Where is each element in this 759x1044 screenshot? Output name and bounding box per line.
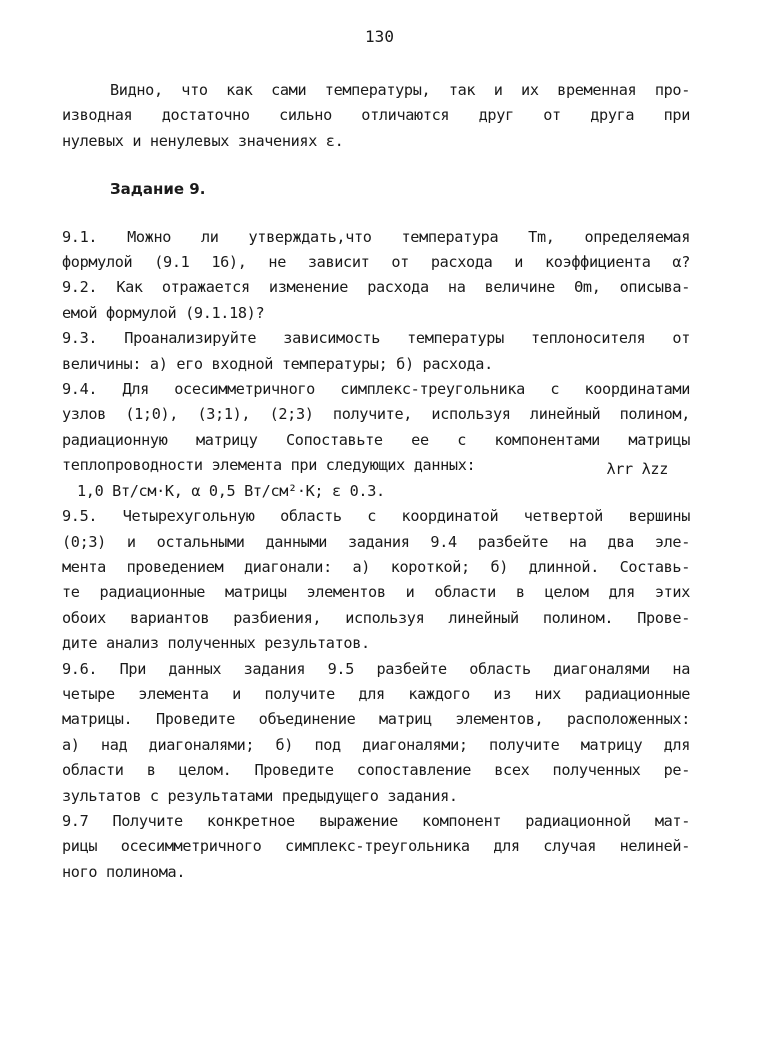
intro-line: Видно, что как сами температуры, так и их временная про- [110, 81, 690, 99]
exercise-line: узлов (1;0), (3;1), (2;3) получите, используя линейный полином, [62, 405, 690, 424]
exercise-line: 9.7 Получите конкретное выражение компонент радиационной мат- [62, 811, 690, 830]
exercise-line: 9.6. При данных задания 9.5 разбейте область диагоналями на [62, 659, 690, 678]
exercise-line: обоих вариантов разбиения, используя линейный полином. Прове- [62, 608, 690, 627]
intro-line: изводная достаточно сильно отличаются друг от друга при [62, 106, 690, 125]
exercise-line: величины: а) его входной температуры; б) расхода. [62, 354, 493, 373]
exercise-line: 9.3. Проанализируйте зависимость температуры теплоносителя от [62, 329, 690, 348]
exercise-line: 1,0 Вт/см·К, α 0,5 Вт/см²·К; ε 0.3. [77, 481, 385, 500]
page-number: 130 [365, 27, 394, 46]
page-body [62, 78, 690, 885]
exercise-line: ного полинома. [62, 862, 186, 881]
exercise-line: 9.2. Как отражается изменение расхода на величине Θm, описыва- [62, 278, 690, 297]
exercise-line: матрицы. Проведите объединение матриц элементов, расположенных: [62, 710, 690, 729]
exercise-line: (0;3) и остальными данными задания 9.4 разбейте на два эле- [62, 532, 690, 551]
exercise-line: 9.4. Для осесимметричного симплекс-треугольника с координатами [62, 380, 690, 399]
exercise-line: 9.1. Можно ли утверждать,что температура Tm, определяемая [62, 227, 690, 246]
intro-line: нулевых и ненулевых значениях ε. [62, 131, 344, 150]
exercise-list [62, 225, 690, 886]
exercise-line: а) над диагоналями; б) под диагоналями; получите матрицу для [62, 735, 690, 754]
exercise-line: 9.5. Четырехугольную область с координатой четвертой вершины [62, 507, 690, 526]
exercise-line: области в целом. Проведите сопоставление всех полученных ре- [62, 761, 690, 780]
exercise-line [62, 453, 690, 478]
exercise-line: емой формулой (9.1.18)? [62, 303, 265, 322]
exercise-line: рицы осесимметричного симплекс-треугольника для случая нелиней- [62, 837, 690, 856]
section-heading: Задание 9. [110, 180, 206, 199]
exercise-line: зультатов с результатами предыдущего задания. [62, 786, 458, 805]
exercise-line: формулой (9.1 16), не зависит от расхода и коэффициента α? [62, 253, 690, 272]
exercise-line: четыре элемента и получите для каждого из них радиационные [62, 684, 690, 703]
exercise-line: те радиационные матрицы элементов и области в целом для этих [62, 583, 690, 602]
exercise-line: радиационную матрицу Сопоставьте ее с компонентами матрицы [62, 430, 690, 449]
exercise-line: дите анализ полученных результатов. [62, 634, 370, 653]
exercise-line-text: теплопроводности элемента при следующих данных: [62, 456, 476, 475]
lambda-symbols: λrr λzz [606, 460, 668, 479]
exercise-line: мента проведением диагонали: а) короткой; б) длинной. Составь- [62, 557, 690, 576]
